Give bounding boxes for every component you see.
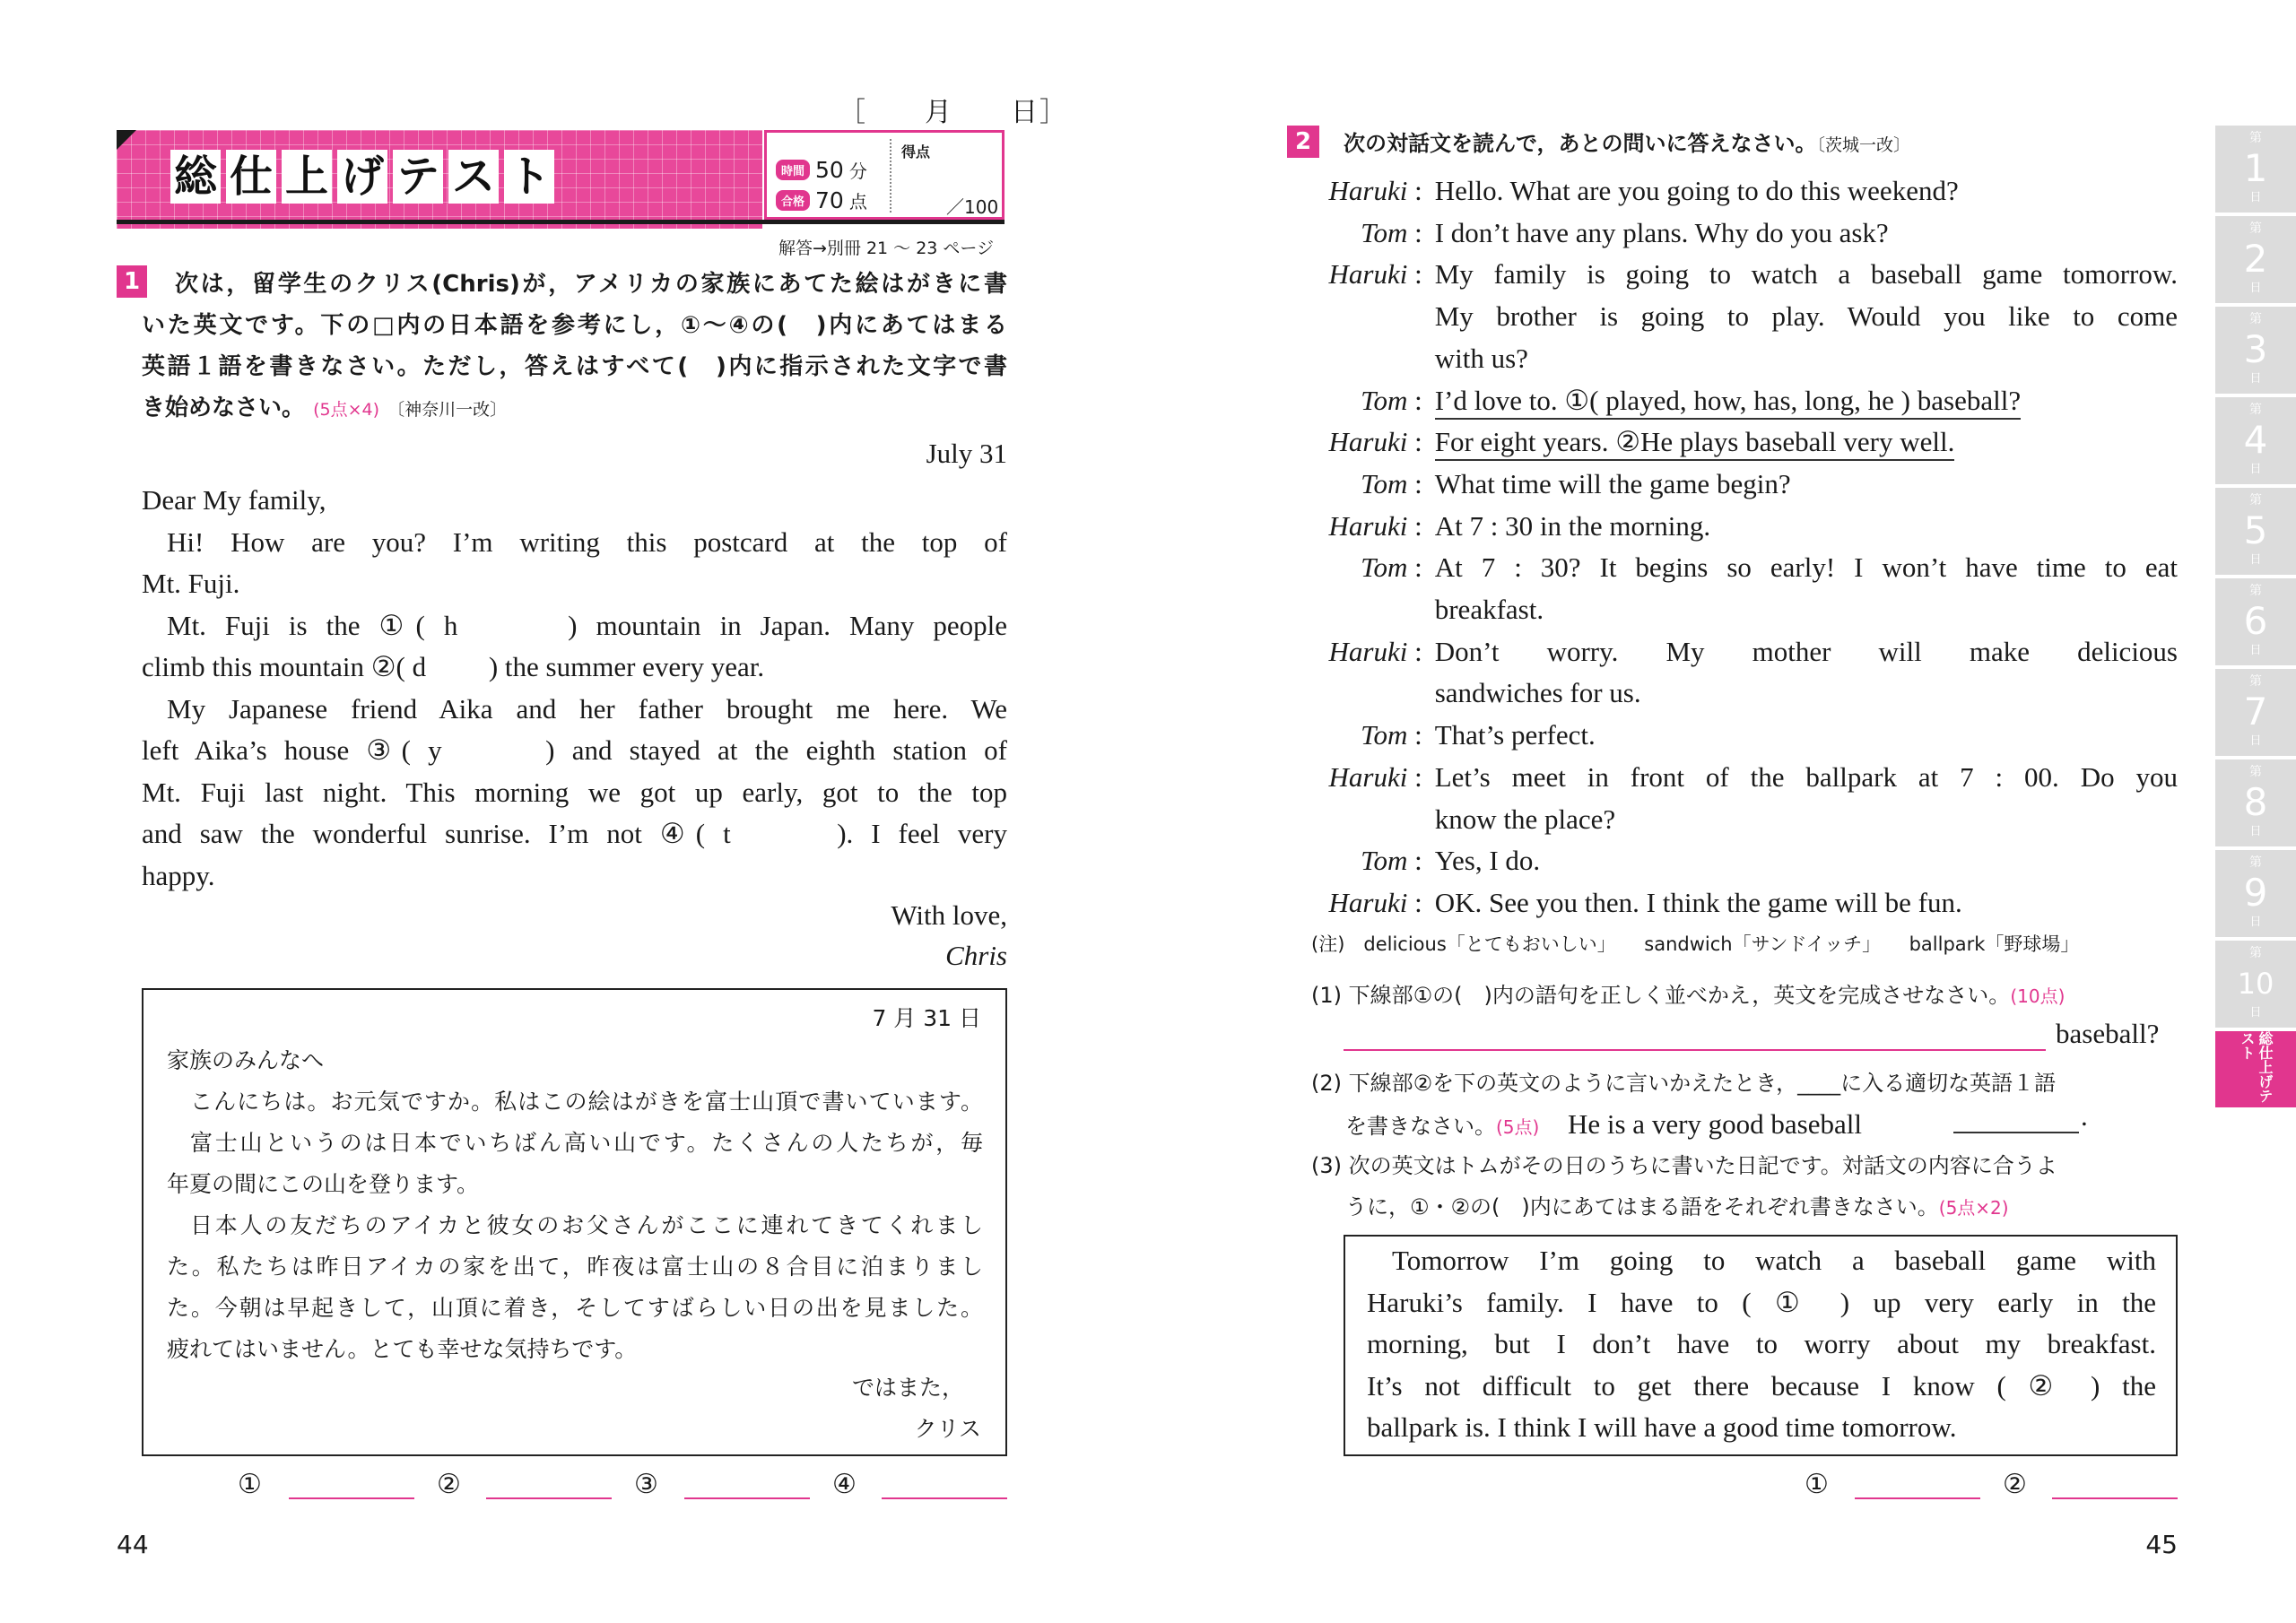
side-tab-day-1[interactable]: 第 1 日 bbox=[2215, 126, 2296, 213]
answer-blank-r2[interactable] bbox=[2052, 1497, 2178, 1499]
side-tab-day-5[interactable]: 第 5 日 bbox=[2215, 488, 2296, 575]
page-title bbox=[170, 150, 554, 204]
question-1-number: 1 bbox=[117, 265, 147, 298]
dialogue-line: That’s perfect. bbox=[1434, 719, 1596, 751]
dialogue-line: I don’t have any plans. Why do you ask? bbox=[1434, 216, 1889, 248]
dialogue-turn bbox=[1309, 380, 2178, 422]
speaker-name: Haruki : bbox=[1328, 509, 1422, 542]
speaker-name: Tom : bbox=[1361, 216, 1422, 248]
dialogue-turn bbox=[1309, 631, 2178, 715]
dialogue-turn bbox=[1309, 170, 2178, 213]
title-char: 総 bbox=[170, 150, 221, 204]
letter-date: July 31 bbox=[926, 438, 1007, 469]
dialogue-line bbox=[1435, 421, 2178, 464]
side-tab-day-3[interactable]: 第 3 日 bbox=[2215, 307, 2296, 394]
answer-reference: 解答→別冊 21 ～ 23 ページ bbox=[778, 239, 995, 258]
dialogue-line: My family is going to watch a baseball game tomorrow. bbox=[1434, 258, 2178, 291]
time-value: 50 bbox=[815, 157, 844, 183]
page-number-right: 45 bbox=[2145, 1530, 2178, 1559]
speaker-name: Tom : bbox=[1361, 719, 1422, 751]
pass-badge: 合格 bbox=[776, 190, 810, 211]
speaker-name: Tom : bbox=[1361, 467, 1422, 499]
score-total: ／100 bbox=[946, 196, 999, 218]
title-char: 上 bbox=[282, 150, 332, 204]
dialogue-turn bbox=[1309, 506, 2178, 548]
side-tab-day-6[interactable]: 第 6 日 bbox=[2215, 578, 2296, 665]
time-badge: 時間 bbox=[776, 160, 810, 180]
dialogue-line: know the place? bbox=[1434, 803, 1616, 835]
dialogue-line: What time will the game begin? bbox=[1434, 467, 1791, 499]
dialogue-line: sandwiches for us. bbox=[1434, 677, 1641, 709]
side-tab-day-8[interactable]: 第 8 日 bbox=[2215, 759, 2296, 846]
pass-value: 70 bbox=[815, 187, 844, 213]
side-tab-day-10[interactable]: 第 10 日 bbox=[2215, 941, 2296, 1028]
speaker-name: Haruki : bbox=[1328, 635, 1422, 667]
question-1-source: 〔神奈川一改〕 bbox=[387, 400, 508, 420]
title-char: 仕 bbox=[226, 150, 276, 204]
sub-question-2-period: . bbox=[2081, 1100, 2088, 1132]
answer-mark-1: ① bbox=[238, 1469, 262, 1500]
title-char: ス bbox=[448, 150, 499, 204]
sub-question-3-points: (5点×2) bbox=[1938, 1197, 2009, 1219]
dialogue-turn bbox=[1309, 464, 2178, 506]
side-tab-day-9[interactable]: 第 9 日 bbox=[2215, 850, 2296, 937]
answer-mark-2: ② bbox=[437, 1469, 461, 1500]
score-label: 得点 bbox=[901, 143, 931, 161]
jp-closing: ではまた， bbox=[851, 1375, 964, 1401]
speaker-name: Tom : bbox=[1361, 845, 1422, 877]
sub-question-1-points: (10点) bbox=[2010, 985, 2066, 1007]
dialogue-line: Hello. What are you going to do this weekend? bbox=[1434, 175, 1959, 206]
dialogue-line: OK. See you then. I think the game will be fun. bbox=[1434, 886, 1962, 918]
jp-date: 7 月 31 日 bbox=[872, 1005, 981, 1031]
speaker-name: Haruki : bbox=[1328, 258, 1422, 291]
sub-question-2-points: (5点) bbox=[1496, 1116, 1540, 1138]
title-char: ト bbox=[504, 150, 554, 204]
date-field: ［ 月 日］ bbox=[839, 98, 1068, 127]
dialogue-line: At 7 : 30 in the morning. bbox=[1434, 509, 1711, 542]
letter-signature: Chris bbox=[945, 940, 1007, 971]
dialogue-turn bbox=[1309, 547, 2178, 630]
side-tab-final-test[interactable]: 総仕上げテスト bbox=[2215, 1031, 2296, 1107]
underline-1: I’d love to. ①( played, how, has, long, he ) baseball? bbox=[1435, 385, 2021, 420]
dialogue-turn bbox=[1309, 715, 2178, 757]
sub-question-1-answer-line[interactable] bbox=[1344, 1049, 2046, 1051]
sub-question-2: (2) 下線部②を下の英文のように言いかえたとき，____に入る適切な英語１語 を書きなさい。(5点) He is a very good baseball bbox=[1311, 1071, 2057, 1140]
sub-question-2-answer-line[interactable] bbox=[1953, 1132, 2079, 1133]
title-char: げ bbox=[337, 150, 387, 204]
dialogue-line bbox=[1435, 380, 2178, 422]
answer-mark-r1: ① bbox=[1805, 1469, 1829, 1500]
question-2-source: 〔茨城一改〕 bbox=[1816, 135, 1911, 155]
dialogue-turn bbox=[1309, 840, 2178, 882]
title-char: テ bbox=[393, 150, 443, 204]
answer-blank-2[interactable] bbox=[486, 1497, 612, 1499]
dialogue bbox=[1309, 170, 2178, 924]
answer-mark-4: ④ bbox=[832, 1469, 857, 1500]
page-number-left: 44 bbox=[117, 1530, 149, 1559]
english-letter: Dear My family, Hi! How are you? I’m writing this postcard at the top of Mt. Fuji. Mt. Fuji is the ①( h ) mountain in Japan. Many people climb this mountain ②( d ) the summer every year. My Japanese friend Aika and her father brought me here. We left Aika’s house ③( y ) and stayed at the eighth station of Mt. Fuji last night. This morning we got up early, got to the top and saw the wonderful sunrise. I’m not ④( t ). I feel very happy. bbox=[142, 484, 1007, 891]
underline-2: For eight years. ②He plays baseball very well. bbox=[1435, 426, 1955, 461]
answer-blank-4[interactable] bbox=[882, 1497, 1007, 1499]
dialogue-turn bbox=[1309, 421, 2178, 464]
dialogue-line: Yes, I do. bbox=[1434, 845, 1541, 877]
dialogue-line: breakfast. bbox=[1434, 594, 1544, 626]
dialogue-turn bbox=[1309, 757, 2178, 840]
sub-question-1: (1) 下線部①の( )内の語句を正しく並べかえ，英文を完成させなさい。(10点) bbox=[1311, 983, 2066, 1008]
letter-closing: With love, bbox=[891, 899, 1007, 931]
question-1-instruction: 次は，留学生のクリス(Chris)が，アメリカの家族にあてた絵はがきに書 bbox=[175, 271, 1007, 298]
dialogue-line: with us? bbox=[1434, 342, 1528, 374]
question-2-instruction: 次の対話文を読んで，あとの問いに答えなさい。〔茨城一改〕 bbox=[1344, 131, 1911, 156]
japanese-letter: 家族のみんなへ こんにちは。お元気ですか。私はこの絵はがきを富士山頂で書いています。 富士山というのは日本でいちばん高い山です。たくさんの人たちが，毎 年夏の間にこの山を登ります。 日本人の友だちのアイカと彼女のお父さんがここに連れてきてくれまし た。私たちは昨日アイカの家を出て，昨夜は富士山の８合目に泊まりまし た。今朝は早起きして，山頂に着き，そしてすばらしい日の出を見ました。 疲れてはいません。とても幸せな気持ちです。 bbox=[167, 1047, 983, 1362]
side-tab-day-4[interactable]: 第 4 日 bbox=[2215, 397, 2296, 484]
jp-signature: クリス bbox=[914, 1416, 981, 1442]
dialogue-line: My brother is going to play. Would you like to come bbox=[1434, 300, 2178, 333]
sub-question-1-tail: baseball? bbox=[2056, 1018, 2160, 1049]
speaker-name: Haruki : bbox=[1328, 426, 1422, 458]
side-tab-day-7[interactable]: 第 7 日 bbox=[2215, 669, 2296, 756]
dialogue-turn bbox=[1309, 213, 2178, 255]
answer-mark-3: ③ bbox=[634, 1469, 658, 1500]
answer-mark-r2: ② bbox=[2003, 1469, 2027, 1500]
vocab-notes: (注) delicious「とてもおいしい」 sandwich「サンドイッチ」 ballpark「野球場」 bbox=[1311, 933, 2080, 955]
question-1-points: (5点×4) bbox=[313, 400, 380, 420]
speaker-name: Haruki : bbox=[1328, 175, 1422, 206]
sub-question-3: (3) 次の英文はトムがその日のうちに書いた日記です。対話文の内容に合うよ うに，①・②の( )内にあてはまる語をそれぞれ書きなさい。(5点×2) bbox=[1311, 1153, 2057, 1219]
answer-blank-r1[interactable] bbox=[1855, 1497, 1980, 1499]
speaker-name: Haruki : bbox=[1328, 760, 1422, 793]
speaker-name: Tom : bbox=[1361, 384, 1422, 416]
side-tab-day-2[interactable]: 第 2 日 bbox=[2215, 216, 2296, 303]
answer-blank-3[interactable] bbox=[684, 1497, 810, 1499]
dialogue-line: Let’s meet in front of the ballpark at 7 : 00. Do you bbox=[1434, 760, 2178, 793]
answer-blank-1[interactable] bbox=[289, 1497, 414, 1499]
dialogue-turn bbox=[1309, 882, 2178, 924]
question-2-number: 2 bbox=[1287, 126, 1319, 158]
dialogue-line: At 7 : 30? It begins so early! I won’t have time to eat bbox=[1434, 551, 2178, 584]
side-tab-list bbox=[2215, 126, 2296, 1107]
speaker-name: Tom : bbox=[1361, 551, 1422, 584]
dialogue-turn bbox=[1309, 254, 2178, 379]
diary-text: Tomorrow I’m going to watch a baseball game with Haruki’s family. I have to ( ① ) up very early in the morning, but I don’t have to worry about my breakfast. It’s not difficult to get there because I know ( ② ) the ballpark is. I think I will have a good time tomorrow. bbox=[1367, 1245, 2156, 1443]
dialogue-line: Don’t worry. My mother will make delicious bbox=[1434, 635, 2178, 667]
title-banner: 総 仕 上 げ テ ス ト 時間 50 分 合格 70 点 得点 ／100 bbox=[117, 130, 1009, 229]
speaker-name: Haruki : bbox=[1328, 886, 1422, 918]
